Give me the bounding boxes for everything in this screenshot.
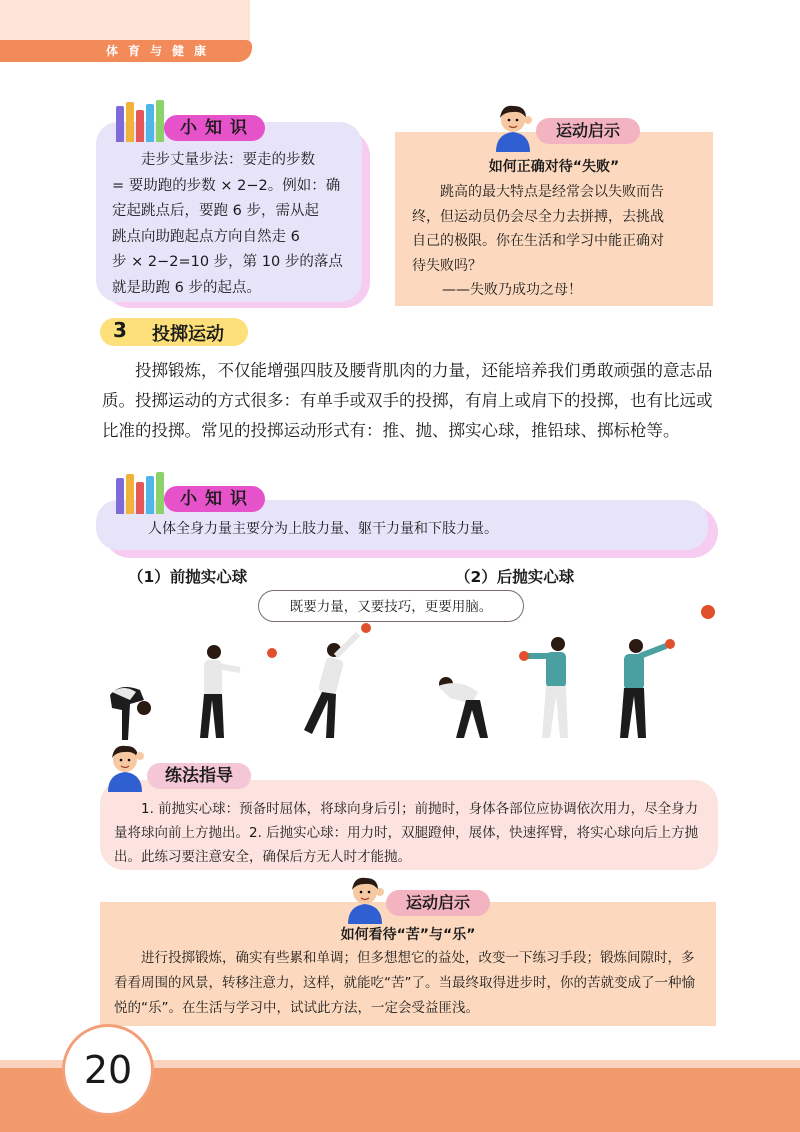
- knowledge-text-2: 人体全身力量主要分为上肢力量、躯干力量和下肢力量。: [148, 521, 498, 537]
- knowledge-line: 跳点向助跑起点方向自然走 6: [112, 228, 300, 245]
- backward-throw-pose-1: [438, 677, 488, 738]
- ball: [361, 623, 371, 633]
- knowledge-text: [112, 148, 352, 301]
- throwing-sequence-figure: [100, 600, 740, 750]
- student-avatar-icon: [488, 100, 538, 152]
- inspiration-text: [412, 180, 702, 303]
- inspiration-text-2: 进行投掷锻炼，确实有些累和单调；但多想想它的益处，改变一下练习手段；锻炼间隙时，多看看周围的风景，转移注意力，这样，就能吃“苦”了。当最终取得进步时，你的苦就变成了一种愉悦的“乐”。在生活与学习中，试试此方法，一定会受益匪浅。: [114, 950, 695, 1016]
- inspiration-line: 跳高的最大特点是经常会以失败而告: [440, 184, 664, 200]
- backward-throw-pose-3: [620, 639, 666, 738]
- ball: [519, 651, 529, 661]
- section-title: 投掷运动: [152, 324, 224, 345]
- knowledge-label: 小知识: [164, 115, 265, 141]
- knowledge-line: 定起跳点后，要跑 6 步，需从起: [112, 203, 319, 219]
- speech-bubble: 既要力量，又要技巧，更要用脑。: [258, 590, 524, 622]
- page-number: 20: [83, 1048, 133, 1092]
- knowledge-line: 步 × 2−2=10 步，第 10 步的落点: [112, 254, 343, 270]
- inspiration-title: 如何正确对待“失败”: [488, 159, 620, 175]
- knowledge-line: 就是助跑 6 步的起点。: [112, 279, 261, 296]
- knowledge-line: = 要助跑的步数 × 2−2。例如：确: [112, 177, 341, 194]
- inspiration-label: 运动启示: [536, 118, 640, 144]
- practice-text: 1. 前抛实心球：预备时屈体，将球向身后引；前抛时，身体各部位应协调依次用力，尽全身力量将球向前上方抛出。2. 后抛实心球：用力时，双腿蹬伸，展体，快速挥臂，将实心球向后上方抛出。此练习要注意安全，确保后方无人时才能抛。: [114, 801, 699, 865]
- knowledge-label-2: 小知识: [164, 486, 265, 512]
- forward-throw-pose-2: [200, 645, 240, 738]
- figure-caption-2: （2）后抛实心球: [455, 568, 575, 586]
- section-paragraph: 投掷锻炼，不仅能增强四肢及腰背肌肉的力量，还能培养我们勇敢顽强的意志品质。投掷运动的方式很多：有单手或双手的投掷，有肩上或肩下的投掷，也有比远或比准的投掷。常见的投掷运动形式有：推、抛、掷实心球，推铅球、掷标枪等。: [102, 361, 713, 440]
- practice-label: 练法指导: [147, 763, 251, 789]
- header-title: 体育与健康: [106, 44, 217, 58]
- knowledge-line: 走步丈量步法：要走的步数: [141, 152, 315, 168]
- forward-throw-pose-3: [304, 634, 358, 738]
- backward-throw-pose-2: [528, 637, 568, 738]
- forward-throw-pose-1: [110, 687, 151, 740]
- inspiration-quote: ——失败乃成功之母！: [442, 282, 582, 298]
- ball: [267, 648, 277, 658]
- teacher-avatar-icon: [100, 740, 150, 792]
- section-number: 3: [113, 318, 127, 342]
- inspiration-line: 自己的极限。你在生活和学习中能正确对: [412, 233, 664, 249]
- inspiration-line: 待失败吗？: [412, 257, 482, 274]
- student-avatar-icon: [340, 872, 390, 924]
- ball: [701, 605, 715, 619]
- inspiration-label-2: 运动启示: [386, 890, 490, 916]
- ball: [665, 639, 675, 649]
- inspiration-line: 终，但运动员仍会尽全力去拼搏，去挑战: [412, 208, 664, 225]
- inspiration-title-2: 如何看待“苦”与“乐”: [340, 927, 476, 943]
- figure-caption-1: （1）前抛实心球: [128, 568, 248, 586]
